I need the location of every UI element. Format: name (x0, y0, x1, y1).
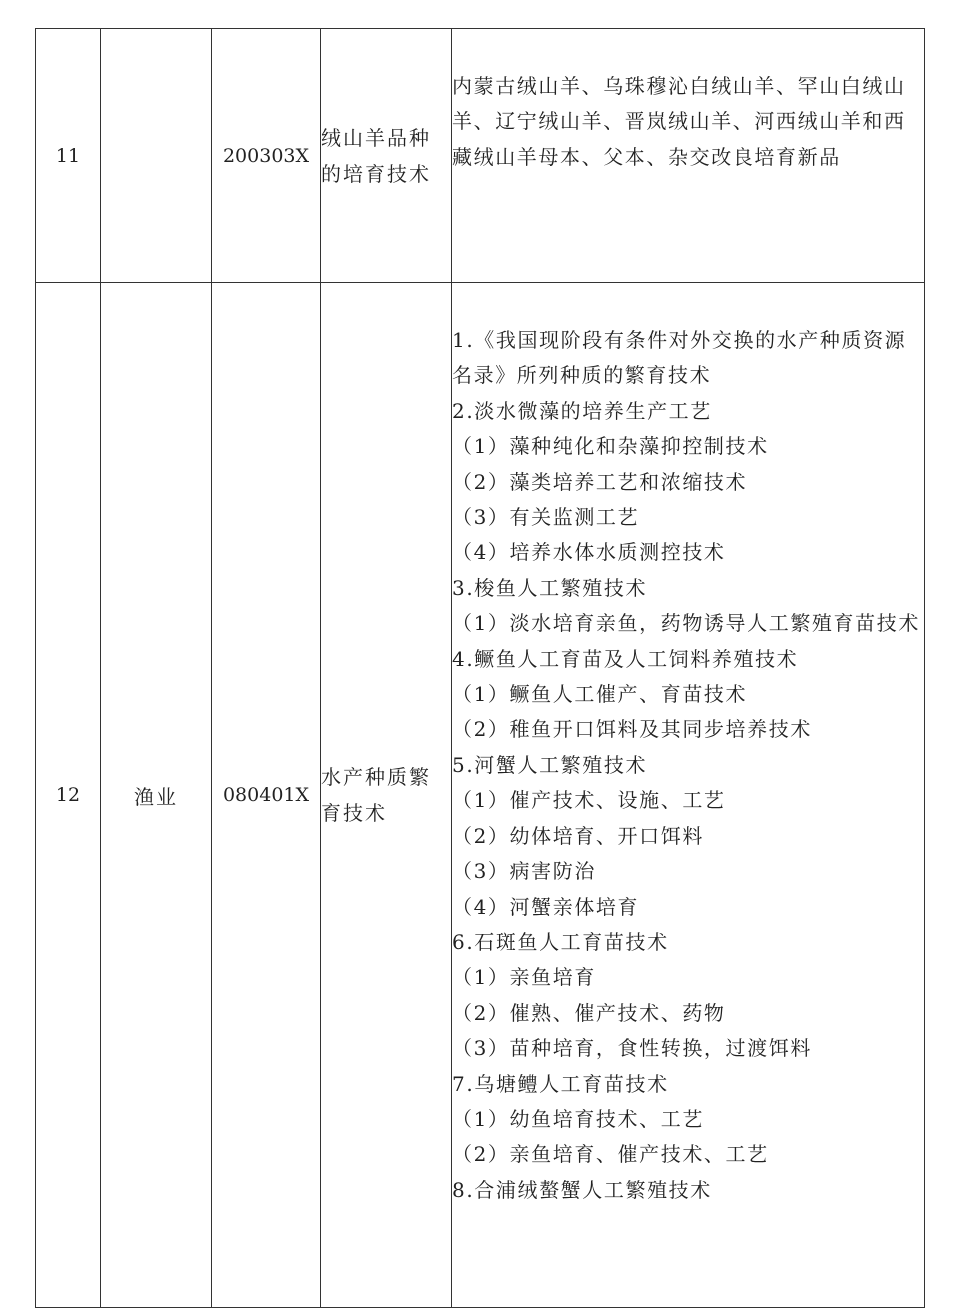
row-number: 11 (36, 29, 101, 283)
list-item: （4）河蟹亲体培育 (452, 894, 640, 919)
list-item: （1）鳜鱼人工催产、育苗技术 (452, 682, 748, 707)
tech-description-list (452, 283, 925, 1308)
list-item: （2）幼体培育、开口饵料 (452, 823, 704, 848)
list-item: 3.梭鱼人工繁殖技术 (452, 575, 648, 600)
list-item: （3）苗种培育，食性转换，过渡饵料 (452, 1036, 812, 1061)
list-item: 4.鳜鱼人工育苗及人工饲料养殖技术 (452, 646, 799, 671)
list-item: （1）藻种纯化和杂藻抑控制技术 (452, 434, 769, 459)
list-item: （2）稚鱼开口饵料及其同步培养技术 (452, 717, 812, 742)
tech-code: 200303X (212, 29, 321, 283)
table-row (36, 283, 925, 1308)
tech-name: 水产种质繁育技术 (321, 283, 452, 1308)
list-item: 7.乌塘鳢人工育苗技术 (452, 1071, 669, 1096)
list-item: （2）催熟、催产技术、药物 (452, 1000, 726, 1025)
list-item: 6.石斑鱼人工育苗技术 (452, 929, 669, 954)
list-item: （3）病害防治 (452, 859, 596, 884)
tech-name: 绒山羊品种的培育技术 (321, 29, 452, 283)
table-row (36, 29, 925, 283)
list-item: （3）有关监测工艺 (452, 505, 640, 530)
list-item: （1）幼鱼培育技术、工艺 (452, 1106, 704, 1131)
list-item: 5.河蟹人工繁殖技术 (452, 752, 648, 777)
list-item: 1.《我国现阶段有条件对外交换的水产种质资源名录》所列种质的繁育技术 (452, 328, 907, 388)
list-item: （2）亲鱼培育、催产技术、工艺 (452, 1142, 769, 1167)
list-item: （1）催产技术、设施、工艺 (452, 788, 726, 813)
list-item: 8.合浦绒螯蟹人工繁殖技术 (452, 1177, 712, 1202)
technology-table (35, 28, 925, 1308)
tech-description: 内蒙古绒山羊、乌珠穆沁白绒山羊、罕山白绒山羊、辽宁绒山羊、晋岚绒山羊、河西绒山羊和西藏绒山羊母本、父本、杂交改良培育新品 (452, 29, 925, 283)
industry-cell: 渔业 (101, 283, 212, 1308)
list-item: 2.淡水微藻的培养生产工艺 (452, 398, 712, 423)
list-item: （1）亲鱼培育 (452, 965, 596, 990)
list-item: （1）淡水培育亲鱼，药物诱导人工繁殖育苗技术 (452, 611, 920, 636)
industry-cell (101, 29, 212, 283)
list-item: （2）藻类培养工艺和浓缩技术 (452, 469, 748, 494)
row-number: 12 (36, 283, 101, 1308)
list-item: （4）培养水体水质测控技术 (452, 540, 726, 565)
tech-code: 080401X (212, 283, 321, 1308)
